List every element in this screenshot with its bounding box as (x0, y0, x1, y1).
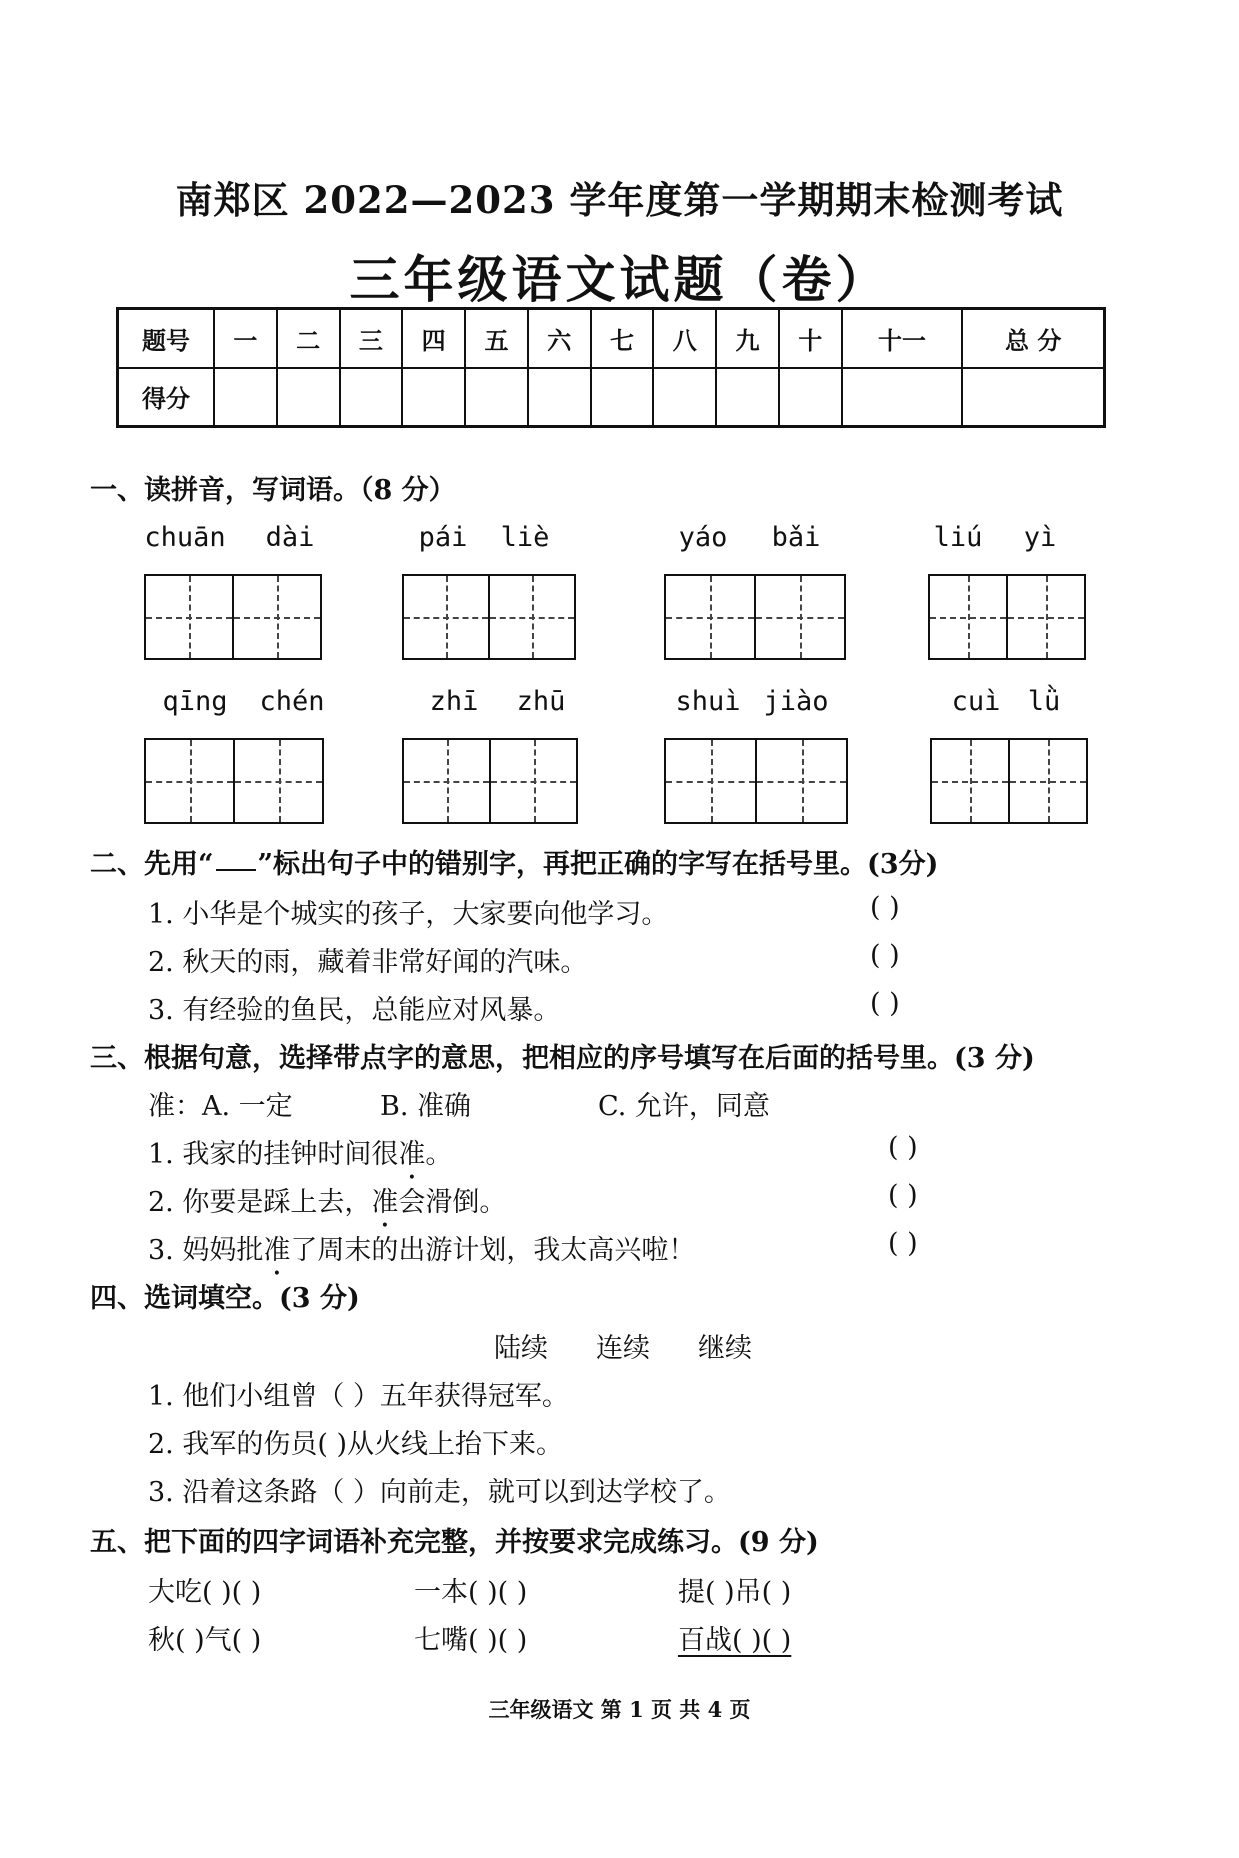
writing-grid[interactable] (402, 738, 578, 824)
section-2-heading (90, 842, 938, 881)
item-text: 。 (425, 1139, 453, 1170)
score-cell[interactable] (214, 368, 277, 427)
score-cell-total[interactable] (962, 368, 1104, 427)
pinyin: zhū (516, 686, 566, 717)
pinyin: liú (933, 522, 983, 553)
score-cell[interactable] (779, 368, 842, 427)
answer-paren[interactable]: ( ) (888, 1180, 918, 1211)
pinyin: cuì (951, 686, 1001, 717)
score-col: 九 (716, 309, 779, 368)
score-cell[interactable] (528, 368, 591, 427)
answer-paren[interactable]: ( ) (870, 988, 900, 1019)
score-col: 三 (340, 309, 403, 368)
grid-cell[interactable] (930, 576, 1008, 658)
pinyin: shuì (675, 686, 741, 717)
section-3-item (148, 1228, 695, 1267)
section-4-heading: 四、选词填空。(3 分) (90, 1283, 360, 1314)
section-3-item (148, 1132, 452, 1171)
score-cell[interactable] (402, 368, 465, 427)
idiom-blank[interactable]: 秋( )气( ) (148, 1625, 262, 1656)
section-3-item (148, 1180, 506, 1219)
score-col: 六 (528, 309, 591, 368)
score-row-label: 得分 (118, 368, 215, 427)
section-3-heading: 三、根据句意，选择带点字的意思，把相应的序号填写在后面的括号里。(3 分) (90, 1043, 1035, 1074)
underline-blank (216, 869, 256, 871)
grid-cell[interactable] (146, 576, 234, 658)
grid-cell[interactable] (1008, 576, 1084, 658)
dotted-char: 准 (398, 1139, 426, 1170)
score-col: 四 (402, 309, 465, 368)
section-5-heading: 五、把下面的四字词语补充完整，并按要求完成练习。(9 分) (90, 1527, 819, 1558)
writing-grid[interactable] (664, 574, 846, 660)
grid-cell[interactable] (666, 740, 757, 822)
dotted-char: 准 (263, 1235, 291, 1266)
section-2-item: 3. 有经验的鱼民，总能应对风暴。 (148, 995, 561, 1026)
writing-grid[interactable] (664, 738, 848, 824)
writing-grid[interactable] (928, 574, 1086, 660)
grid-cell[interactable] (756, 576, 844, 658)
answer-paren[interactable]: ( ) (870, 940, 900, 971)
item-text: 会滑倒。 (398, 1187, 507, 1218)
grid-cell[interactable] (757, 740, 846, 822)
score-col: 一 (214, 309, 277, 368)
grid-cell[interactable] (404, 576, 490, 658)
section-2-item: 2. 秋天的雨，藏着非常好闻的汽味。 (148, 947, 588, 978)
section-2-heading-b: ”标出句子中的错别字，再把正确的字写在括号里。(3分) (257, 849, 939, 880)
item-text: 3. 妈妈批 (148, 1235, 264, 1266)
pinyin: chuān (144, 522, 226, 553)
grid-cell[interactable] (404, 740, 491, 822)
pinyin: bǎi (771, 522, 821, 553)
score-cell[interactable] (465, 368, 528, 427)
pinyin: zhī (429, 686, 479, 717)
grid-cell[interactable] (491, 740, 576, 822)
word-option: 陆续 (494, 1333, 548, 1364)
pinyin: liè (500, 522, 550, 553)
writing-grid[interactable] (930, 738, 1088, 824)
idiom-blank-underlined[interactable]: 百战( )( ) (678, 1625, 792, 1656)
writing-grid[interactable] (144, 738, 324, 824)
score-table-score-row (118, 368, 1105, 427)
section-4-item: 2. 我军的伤员( )从火线上抬下来。 (148, 1429, 563, 1460)
score-col: 七 (591, 309, 654, 368)
section-1-heading: 一、读拼音，写词语。（8 分） (90, 475, 456, 506)
score-col: 五 (465, 309, 528, 368)
answer-paren[interactable]: ( ) (888, 1228, 918, 1259)
pinyin: qīng (162, 686, 228, 717)
page-footer: 三年级语文 第 1 页 共 4 页 (488, 1697, 751, 1722)
pinyin: pái (418, 522, 468, 553)
grid-cell[interactable] (146, 740, 235, 822)
idiom-blank[interactable]: 一本( )( ) (414, 1577, 528, 1608)
option-b: B. 准确 (380, 1091, 472, 1122)
score-table-header-row (118, 309, 1105, 368)
score-cell[interactable] (653, 368, 716, 427)
grid-cell[interactable] (234, 576, 320, 658)
pinyin: jiào (763, 686, 829, 717)
pinyin: chén (259, 686, 325, 717)
score-col: 八 (653, 309, 716, 368)
score-col-total: 总 分 (962, 309, 1104, 368)
section-2-item: 1. 小华是个城实的孩子，大家要向他学习。 (148, 899, 669, 930)
score-col: 二 (277, 309, 340, 368)
score-col: 十 (779, 309, 842, 368)
score-cell[interactable] (591, 368, 654, 427)
word-option: 继续 (698, 1333, 752, 1364)
option-a: 准：A. 一定 (148, 1091, 293, 1122)
section-2-heading-a: 二、先用“ (90, 849, 214, 880)
grid-cell[interactable] (666, 576, 756, 658)
dotted-char: 准 (371, 1187, 399, 1218)
exam-title: 南郑区 2022—2023 学年度第一学期期末检测考试 (175, 178, 1064, 222)
pinyin: yì (1023, 522, 1057, 553)
section-4-item: 3. 沿着这条路（ ）向前走，就可以到达学校了。 (148, 1477, 731, 1508)
pinyin: yáo (678, 522, 728, 553)
grid-cell[interactable] (932, 740, 1010, 822)
score-cell[interactable] (842, 368, 963, 427)
grid-cell[interactable] (1010, 740, 1086, 822)
section-4-item: 1. 他们小组曾（ ）五年获得冠军。 (148, 1381, 569, 1412)
pinyin: dài (265, 522, 315, 553)
score-cell[interactable] (340, 368, 403, 427)
exam-subtitle: 三年级语文试题（卷） (349, 250, 890, 309)
item-text: 了周末的出游计划，我太高兴啦！ (290, 1235, 696, 1266)
answer-paren[interactable]: ( ) (870, 892, 900, 923)
score-row-label: 题号 (118, 309, 215, 368)
word-option: 连续 (596, 1333, 650, 1364)
score-cell[interactable] (716, 368, 779, 427)
grid-cell[interactable] (235, 740, 322, 822)
idiom-blank[interactable]: 七嘴( )( ) (414, 1625, 528, 1656)
writing-grid[interactable] (402, 574, 576, 660)
option-c: C. 允许，同意 (598, 1091, 770, 1122)
idiom-blank[interactable]: 提( )吊( ) (678, 1577, 792, 1608)
score-cell[interactable] (277, 368, 340, 427)
answer-paren[interactable]: ( ) (888, 1132, 918, 1163)
item-text: 1. 我家的挂钟时间很 (148, 1139, 399, 1170)
writing-grid[interactable] (144, 574, 322, 660)
score-col: 十一 (842, 309, 963, 368)
item-text: 2. 你要是踩上去， (148, 1187, 372, 1218)
grid-cell[interactable] (490, 576, 574, 658)
idiom-blank[interactable]: 大吃( )( ) (148, 1577, 262, 1608)
pinyin: lǜ (1027, 686, 1061, 717)
score-table (116, 307, 1106, 428)
